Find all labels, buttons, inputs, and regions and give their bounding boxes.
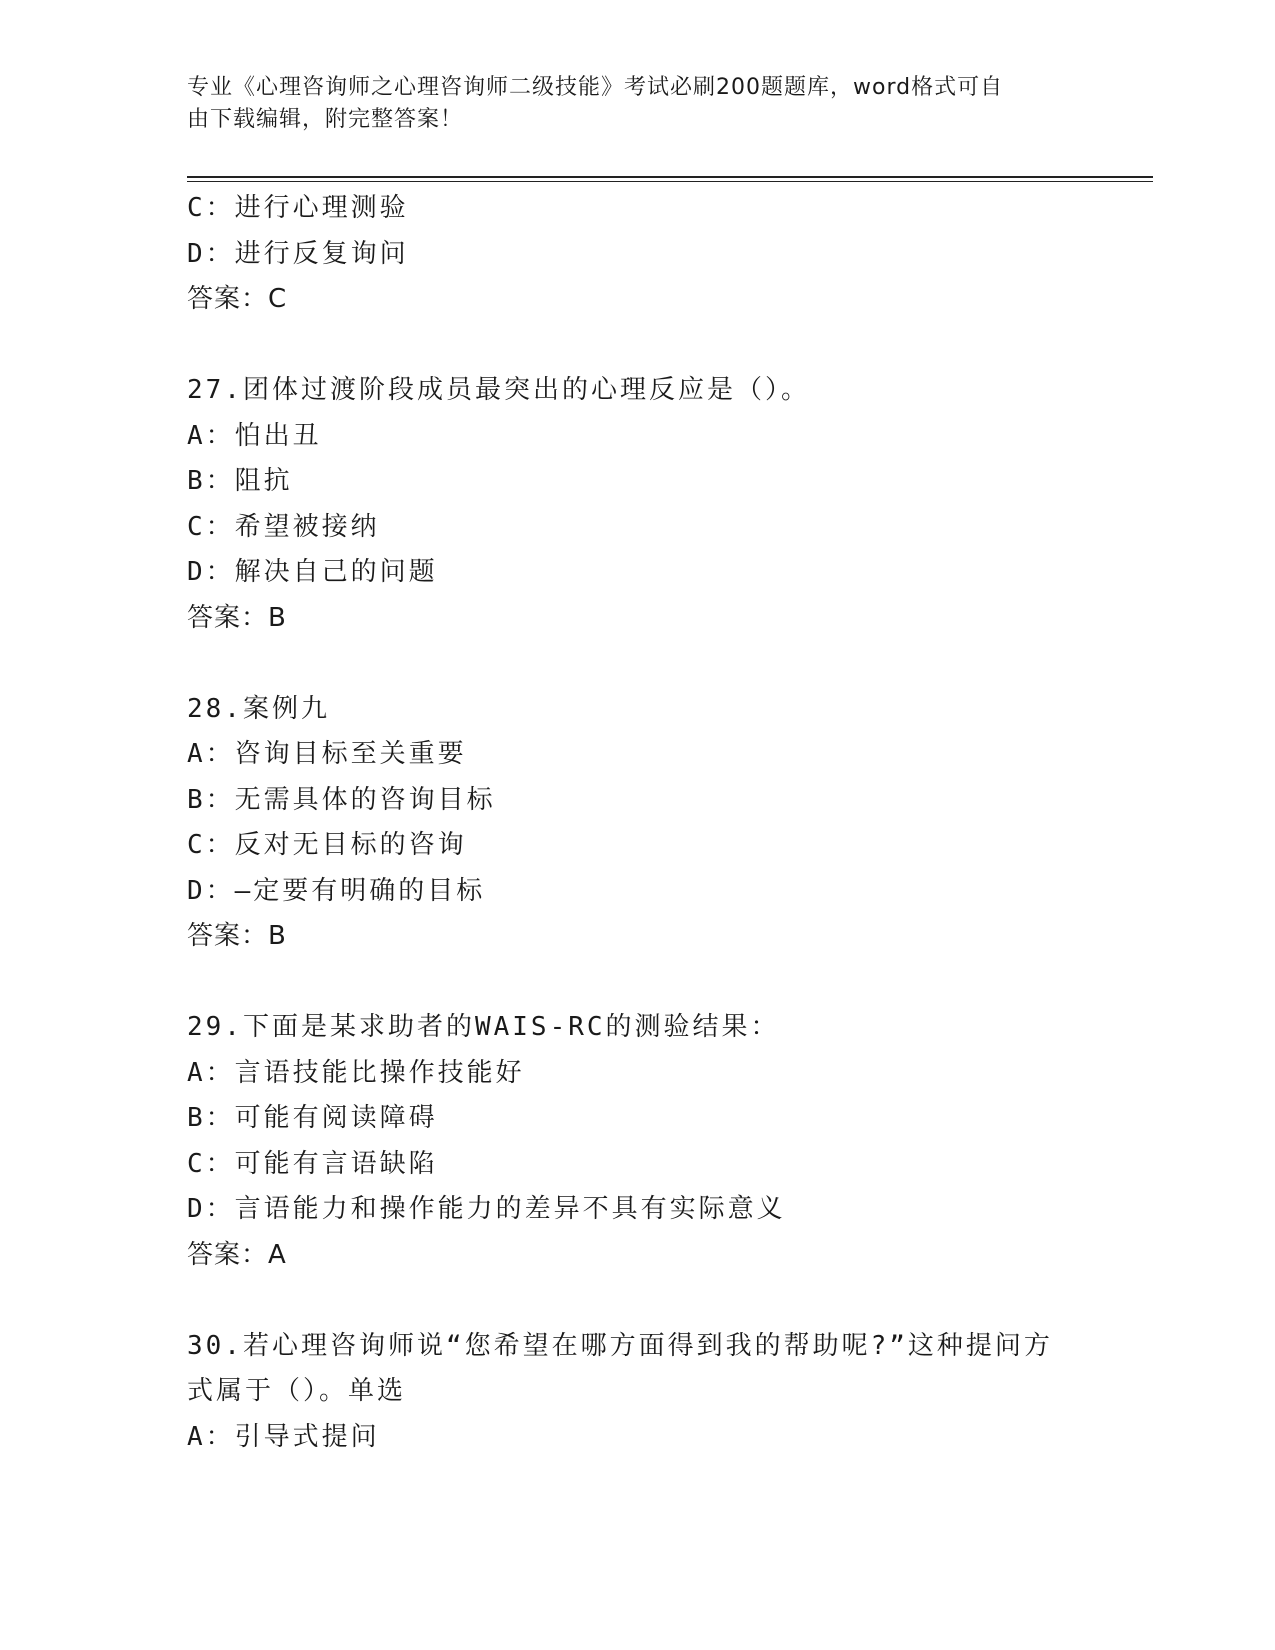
question-list: [187, 186, 1087, 1460]
page-header: [187, 72, 1067, 136]
header-rule-thick: [187, 176, 1153, 178]
spacer: [187, 641, 1087, 687]
option-b: B：阻抗: [187, 466, 293, 496]
header-line-2: 由下载编辑，附完整答案！: [187, 107, 464, 132]
option-d: D：—定要有明确的目标: [187, 875, 486, 906]
option-b: B：无需具体的咨询目标: [187, 784, 496, 815]
question-title: 29.下面是某求助者的WAIS-RC的测验结果：: [187, 1012, 780, 1042]
option-b: B：可能有阅读障碍: [187, 1103, 438, 1133]
spacer: [187, 1278, 1087, 1324]
option-c: C：希望被接纳: [187, 511, 380, 542]
answer: 答案：B: [187, 602, 287, 633]
option-a: A：言语技能比操作技能好: [187, 1057, 525, 1088]
answer: 答案：B: [187, 921, 287, 951]
option-a: A：怕出丑: [187, 420, 322, 451]
option-c: C：反对无目标的咨询: [187, 830, 467, 860]
question-title: 27.团体过渡阶段成员最突出的心理反应是（）。: [187, 375, 810, 405]
answer: 答案：A: [187, 1239, 287, 1270]
spacer: [187, 323, 1087, 369]
option-a: A：引导式提问: [187, 1421, 380, 1452]
option-c: C：进行心理测验: [187, 193, 409, 223]
spacer: [187, 960, 1087, 1006]
question-title-line-2: 式属于（）。单选: [187, 1376, 407, 1406]
question-title: 28.案例九: [187, 693, 330, 724]
option-d: D：言语能力和操作能力的差异不具有实际意义: [187, 1194, 786, 1224]
answer: 答案：C: [187, 284, 288, 314]
option-d: D：解决自己的问题: [187, 557, 438, 587]
option-d: D：进行反复询问: [187, 238, 409, 269]
option-a: A：咨询目标至关重要: [187, 739, 467, 769]
header-rule-thin: [187, 181, 1153, 182]
option-c: C：可能有言语缺陷: [187, 1148, 438, 1179]
question-title-line-1: 30.若心理咨询师说“您希望在哪方面得到我的帮助呢?”这种提问方: [187, 1330, 1053, 1361]
header-line-1: 专业《心理咨询师之心理咨询师二级技能》考试必刷200题题库，word格式可自: [187, 75, 1004, 100]
